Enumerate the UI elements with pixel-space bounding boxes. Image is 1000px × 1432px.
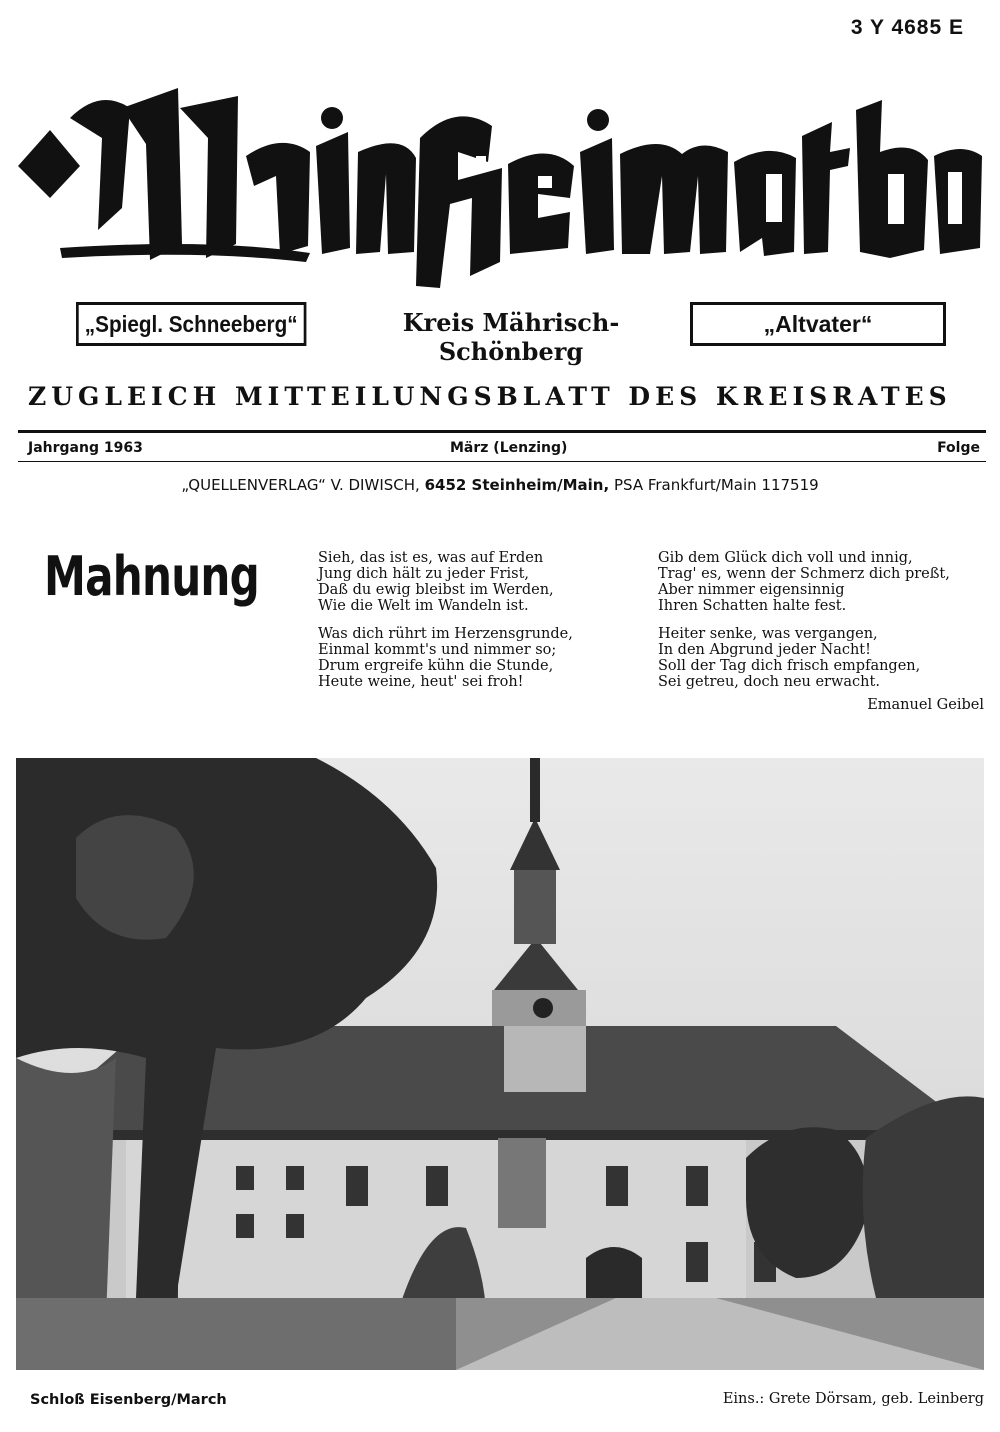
poem-stanza: Heiter senke, was vergangen, In den Abgrund jeder Nacht! Soll der Tag dich frisch empfangen, Sei getreu, doch neu erwacht. <box>658 626 921 690</box>
region-box-right: „Altvater“ <box>690 302 946 346</box>
publisher-address: 6452 Steinheim/Main, <box>424 476 610 494</box>
poem-title: Mahnung <box>44 545 259 608</box>
subheading: ZUGLEICH MITTEILUNGSBLATT DES KREISRATES <box>28 382 952 411</box>
issue-code: 3 Y 4685 E <box>850 16 964 39</box>
issue-month: März (Lenzing) <box>450 440 568 456</box>
poem-author: Emanuel Geibel <box>867 697 984 713</box>
publisher-name: „QUELLENVERLAG“ V. DIWISCH, <box>181 476 420 494</box>
divider-rule <box>18 461 986 462</box>
photo-caption: Schloß Eisenberg/March <box>30 1392 227 1408</box>
region-box-left: „Spiegl. Schneeberg“ <box>76 302 306 346</box>
district-label: Kreis Mährisch-Schönberg <box>402 308 620 366</box>
issue-number: Folge <box>937 440 980 456</box>
poem-stanza: Gib dem Glück dich voll und innig, Trag' es, wenn der Schmerz dich preßt, Aber nimmer eigensinnig Ihren Schatten halte fest. <box>658 550 950 614</box>
postal-account: PSA Frankfurt/Main 117519 <box>613 476 819 494</box>
masthead-title <box>10 48 990 298</box>
castle-photo <box>16 758 984 1370</box>
divider-rule <box>18 430 986 433</box>
poem-stanza: Sieh, das ist es, was auf Erden Jung dich hält zu jeder Frist, Daß du ewig bleibst im Werden, Wie die Welt im Wandeln ist. <box>318 550 554 614</box>
publisher-line <box>0 476 1000 494</box>
poem-stanza: Was dich rührt im Herzensgrunde, Einmal kommt's und nimmer so; Drum ergreife kühn die Stunde, Heute weine, heut' sei froh! <box>318 626 573 690</box>
photo-credit: Eins.: Grete Dörsam, geb. Leinberg <box>722 1391 984 1407</box>
volume-year: Jahrgang 1963 <box>28 440 143 456</box>
